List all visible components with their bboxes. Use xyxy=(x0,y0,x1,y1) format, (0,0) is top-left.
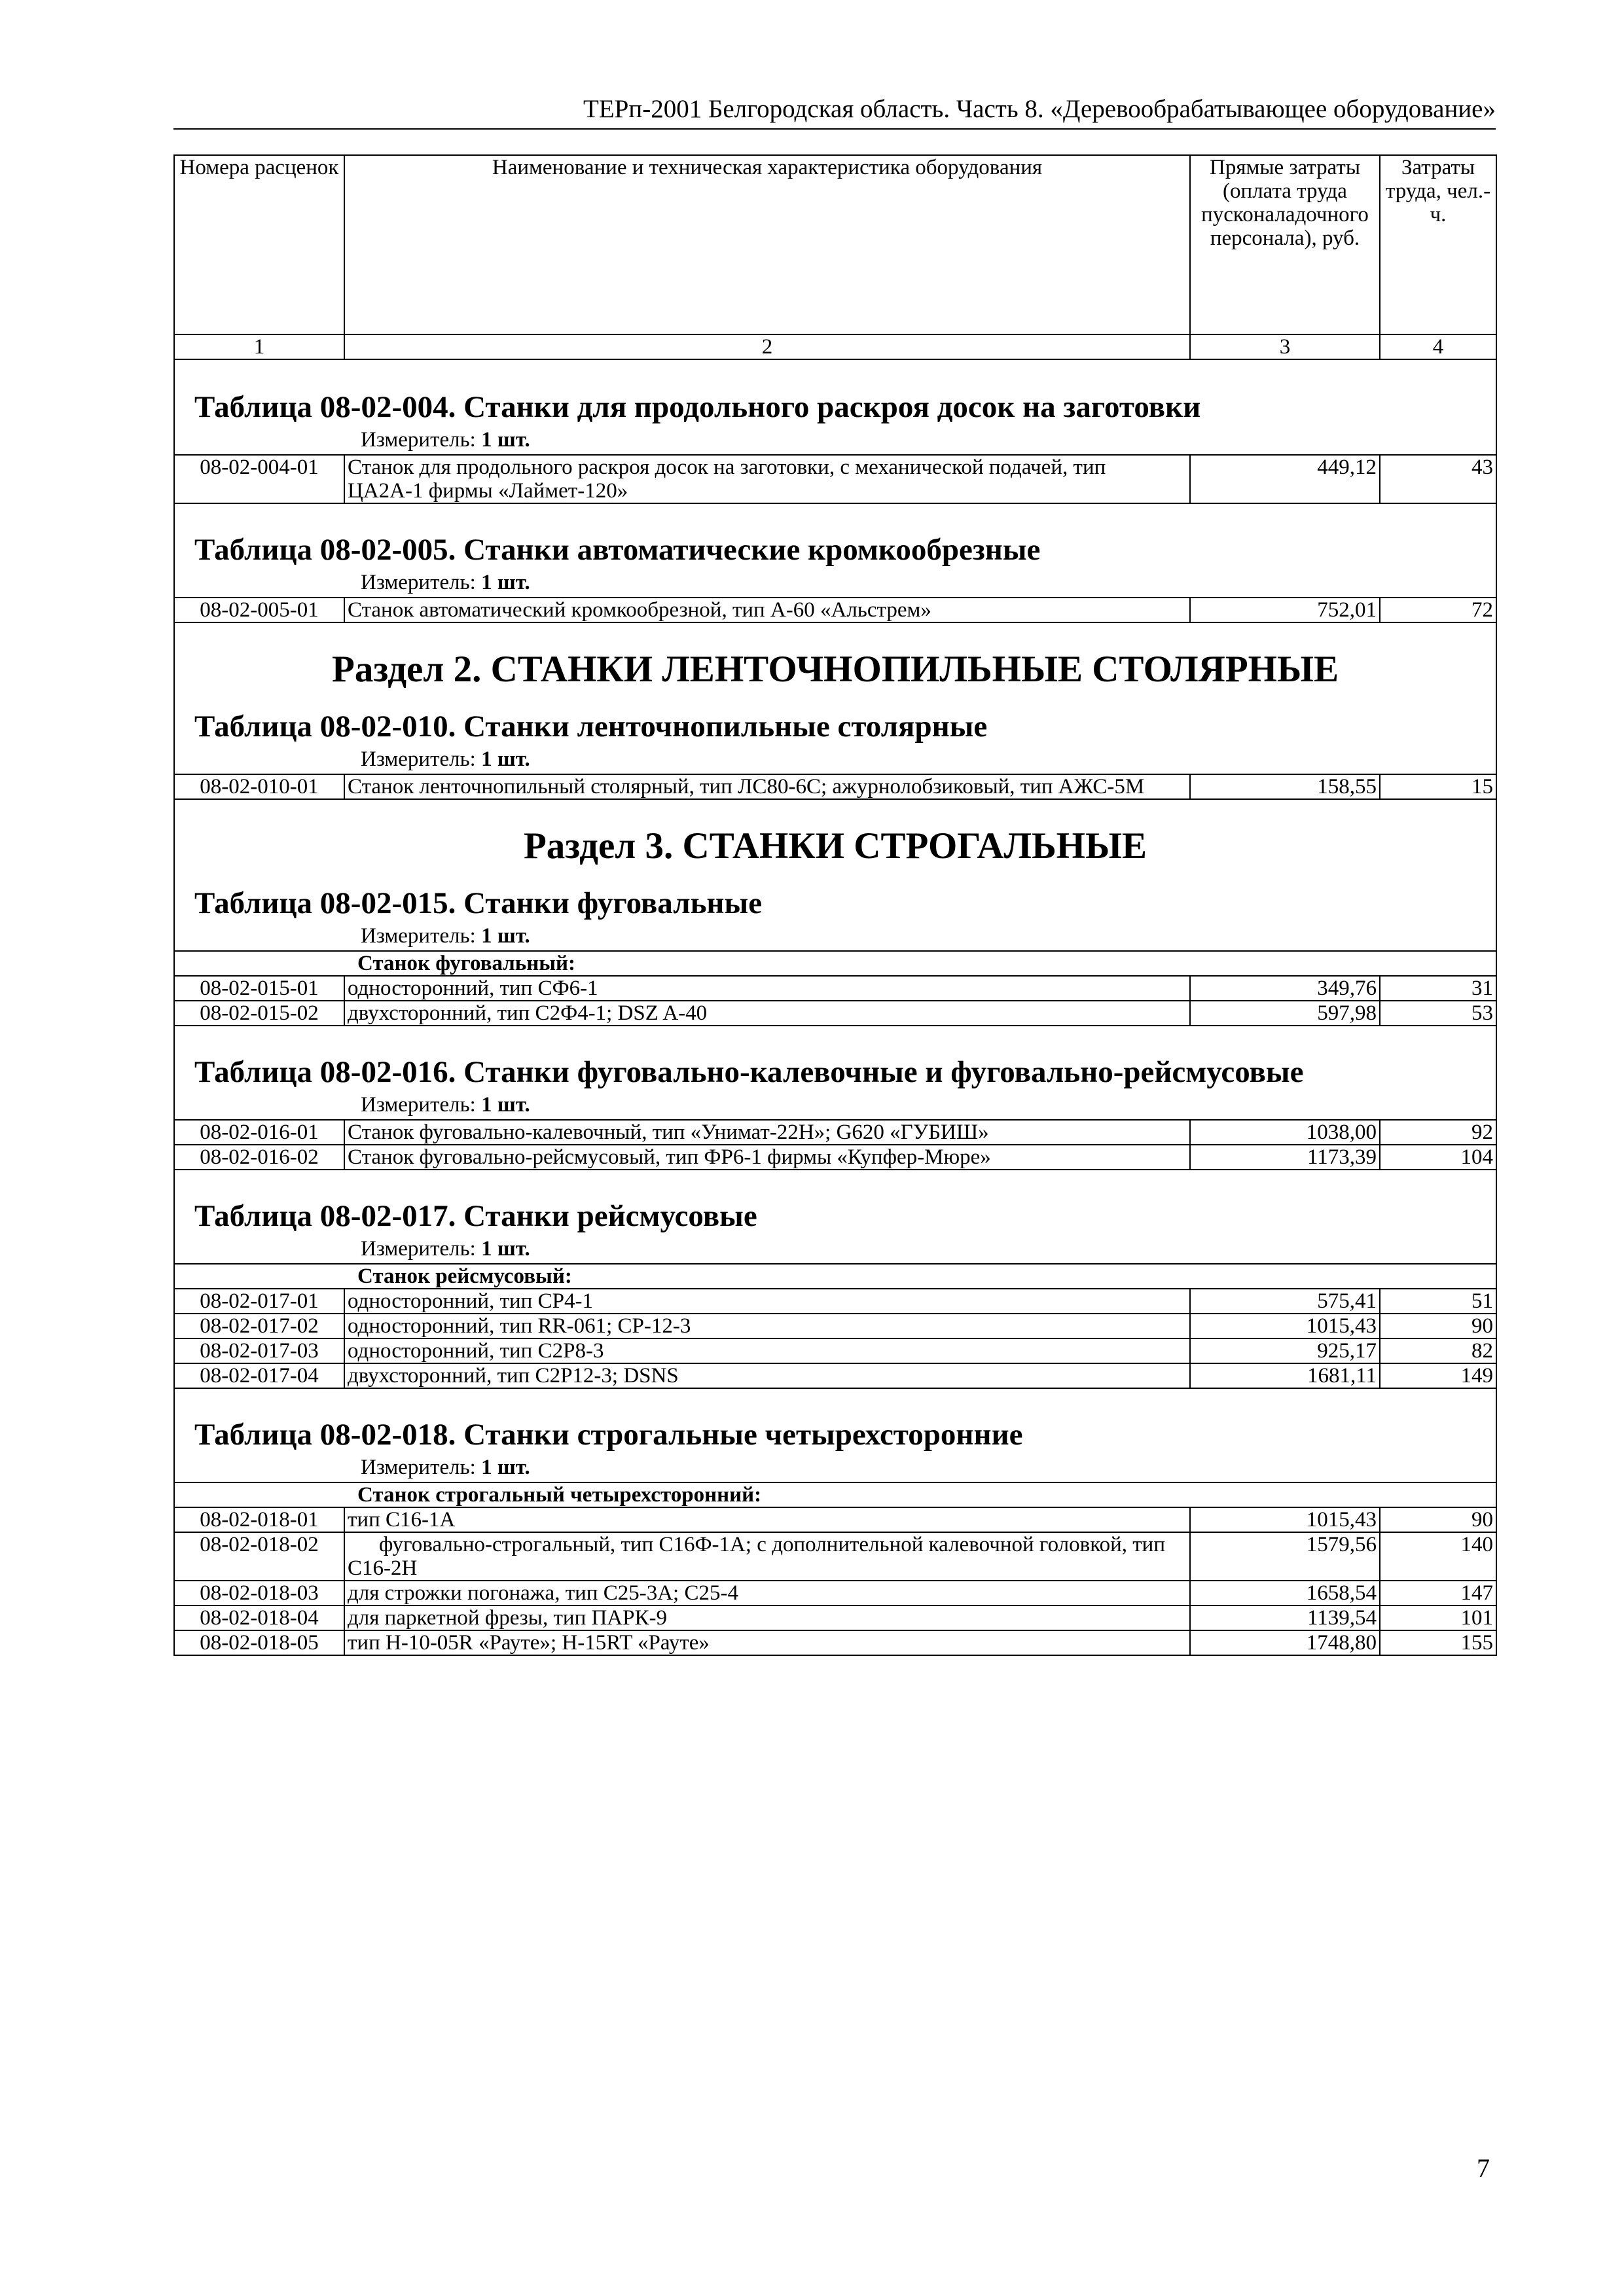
equipment-name: Станок автоматический кромкообрезной, тип А-60 «Альстрем» xyxy=(344,598,1190,622)
page-number: 7 xyxy=(1477,2153,1490,2183)
labor-hours: 104 xyxy=(1380,1145,1496,1170)
labor-hours: 53 xyxy=(1380,1001,1496,1026)
equipment-name: для паркетной фрезы, тип ПАРК-9 xyxy=(344,1605,1190,1630)
group-note: Станок строгальный четырехсторонний: xyxy=(344,1482,1496,1507)
meter-line xyxy=(177,425,1493,454)
labor-hours: 92 xyxy=(1380,1120,1496,1145)
rate-code: 08-02-010-01 xyxy=(174,774,344,799)
labor-hours: 43 xyxy=(1380,455,1496,503)
section-block xyxy=(174,359,1496,455)
table-row xyxy=(174,1605,1496,1630)
meter-unit: 1 шт. xyxy=(481,571,530,594)
equipment-name: тип С16-1А xyxy=(344,1507,1190,1532)
table-title: Таблица 08-02-010. Станки ленточнопильные столярные xyxy=(194,709,988,744)
labor-hours: 31 xyxy=(1380,976,1496,1001)
direct-cost: 1015,43 xyxy=(1190,1314,1380,1338)
section-block xyxy=(174,1388,1496,1482)
labor-hours: 72 xyxy=(1380,598,1496,622)
meter-label: Измеритель: xyxy=(361,1456,476,1479)
table-title: Таблица 08-02-015. Станки фуговальные xyxy=(194,886,763,920)
section-heading: Раздел 3. СТАНКИ СТРОГАЛЬНЫЕ xyxy=(523,825,1147,867)
header-rule xyxy=(173,128,1496,130)
meter-unit: 1 шт. xyxy=(481,1237,530,1261)
labor-hours: 90 xyxy=(1380,1314,1496,1338)
rates-table xyxy=(173,154,1497,1656)
direct-cost: 1038,00 xyxy=(1190,1120,1380,1145)
direct-cost: 449,12 xyxy=(1190,455,1380,503)
rate-code: 08-02-018-04 xyxy=(174,1605,344,1630)
labor-hours: 51 xyxy=(1380,1289,1496,1314)
table-title: Таблица 08-02-018. Станки строгальные четырехсторонние xyxy=(194,1418,1023,1452)
direct-cost: 1139,54 xyxy=(1190,1605,1380,1630)
meter-label: Измеритель: xyxy=(361,924,476,948)
meter-label: Измеритель: xyxy=(361,747,476,771)
table-row xyxy=(174,976,1496,1001)
meter-label: Измеритель: xyxy=(361,571,476,594)
column-number: 1 xyxy=(174,334,344,359)
column-header-codes: Номера расценок xyxy=(174,155,344,334)
labor-hours: 147 xyxy=(1380,1581,1496,1605)
equipment-name: односторонний, тип RR-061; CP-12-3 xyxy=(344,1314,1190,1338)
equipment-name: двухсторонний, тип С2Р12-3; DSNS xyxy=(344,1363,1190,1388)
group-note-row xyxy=(174,951,1496,976)
meter-line xyxy=(177,568,1493,597)
equipment-name: односторонний, тип СР4-1 xyxy=(344,1289,1190,1314)
meter-unit: 1 шт. xyxy=(481,1456,530,1479)
direct-cost: 1748,80 xyxy=(1190,1630,1380,1655)
group-note-row xyxy=(174,1264,1496,1289)
section-heading: Раздел 2. СТАНКИ ЛЕНТОЧНОПИЛЬНЫЕ СТОЛЯРНЫЕ xyxy=(332,649,1339,690)
column-header-cost: Прямые затраты (оплата труда пусконаладочного персонала), руб. xyxy=(1190,155,1380,334)
table-row xyxy=(174,774,1496,799)
meter-line xyxy=(177,745,1493,774)
section-block xyxy=(174,1170,1496,1264)
direct-cost: 752,01 xyxy=(1190,598,1380,622)
rate-code: 08-02-018-02 xyxy=(174,1532,344,1581)
meter-unit: 1 шт. xyxy=(481,428,530,452)
group-note-row xyxy=(174,1482,1496,1507)
column-number: 2 xyxy=(344,334,1190,359)
section-block xyxy=(174,622,1496,774)
section-block xyxy=(174,503,1496,598)
labor-hours: 101 xyxy=(1380,1605,1496,1630)
direct-cost: 1015,43 xyxy=(1190,1507,1380,1532)
column-number-row xyxy=(174,334,1496,359)
rate-code: 08-02-015-02 xyxy=(174,1001,344,1026)
rate-code: 08-02-017-02 xyxy=(174,1314,344,1338)
direct-cost: 1681,11 xyxy=(1190,1363,1380,1388)
rate-code: 08-02-017-04 xyxy=(174,1363,344,1388)
labor-hours: 90 xyxy=(1380,1507,1496,1532)
table-row xyxy=(174,1363,1496,1388)
equipment-name: Станок фуговально-калевочный, тип «Унимат-22Н»; G620 «ГУБИШ» xyxy=(344,1120,1190,1145)
rate-code: 08-02-017-03 xyxy=(174,1338,344,1363)
meter-unit: 1 шт. xyxy=(481,747,530,771)
equipment-name: фуговально-строгальный, тип С16Ф-1А; с дополнительной калевочной головкой, тип С16-2Н xyxy=(344,1532,1190,1581)
rate-code: 08-02-015-01 xyxy=(174,976,344,1001)
table-row xyxy=(174,1338,1496,1363)
equipment-name: Станок для продольного раскроя досок на заготовки, с механической подачей, тип ЦА2А-1 фирмы «Лаймет-120» xyxy=(344,455,1190,503)
direct-cost: 597,98 xyxy=(1190,1001,1380,1026)
meter-line xyxy=(177,1090,1493,1119)
rate-code: 08-02-018-03 xyxy=(174,1581,344,1605)
direct-cost: 1173,39 xyxy=(1190,1145,1380,1170)
direct-cost: 575,41 xyxy=(1190,1289,1380,1314)
group-note: Станок фуговальный: xyxy=(344,951,1496,976)
direct-cost: 925,17 xyxy=(1190,1338,1380,1363)
table-title: Таблица 08-02-005. Станки автоматические кромкообрезные xyxy=(194,533,1041,567)
table-row xyxy=(174,455,1496,503)
column-header-labor: Затраты труда, чел.-ч. xyxy=(1380,155,1496,334)
meter-unit: 1 шт. xyxy=(481,924,530,948)
labor-hours: 140 xyxy=(1380,1532,1496,1581)
rate-code: 08-02-018-01 xyxy=(174,1507,344,1532)
table-row xyxy=(174,1001,1496,1026)
direct-cost: 158,55 xyxy=(1190,774,1380,799)
labor-hours: 149 xyxy=(1380,1363,1496,1388)
meter-label: Измеритель: xyxy=(361,1237,476,1261)
labor-hours: 82 xyxy=(1380,1338,1496,1363)
direct-cost: 349,76 xyxy=(1190,976,1380,1001)
table-title: Таблица 08-02-017. Станки рейсмусовые xyxy=(194,1199,757,1233)
table-row xyxy=(174,1145,1496,1170)
table-row xyxy=(174,1581,1496,1605)
rate-code: 08-02-004-01 xyxy=(174,455,344,503)
table-row xyxy=(174,1289,1496,1314)
equipment-name: двухсторонний, тип С2Ф4-1; DSZ A-40 xyxy=(344,1001,1190,1026)
table-title: Таблица 08-02-004. Станки для продольного раскроя досок на заготовки xyxy=(194,390,1201,424)
rate-code: 08-02-017-01 xyxy=(174,1289,344,1314)
meter-unit: 1 шт. xyxy=(481,1093,530,1117)
column-header-row xyxy=(174,155,1496,334)
table-row xyxy=(174,1314,1496,1338)
direct-cost: 1658,54 xyxy=(1190,1581,1380,1605)
table-row xyxy=(174,598,1496,622)
meter-label: Измеритель: xyxy=(361,428,476,452)
labor-hours: 15 xyxy=(1380,774,1496,799)
equipment-name: односторонний, тип СФ6-1 xyxy=(344,976,1190,1001)
column-number: 3 xyxy=(1190,334,1380,359)
column-number: 4 xyxy=(1380,334,1496,359)
group-note: Станок рейсмусовый: xyxy=(344,1264,1496,1289)
equipment-name: для строжки погонажа, тип С25-3А; С25-4 xyxy=(344,1581,1190,1605)
table-row xyxy=(174,1120,1496,1145)
rate-code: 08-02-018-05 xyxy=(174,1630,344,1655)
direct-cost: 1579,56 xyxy=(1190,1532,1380,1581)
equipment-name: Станок ленточнопильный столярный, тип ЛС80-6С; ажурнолобзиковый, тип АЖС-5М xyxy=(344,774,1190,799)
meter-line xyxy=(177,1234,1493,1263)
meter-label: Измеритель: xyxy=(361,1093,476,1117)
rate-code: 08-02-005-01 xyxy=(174,598,344,622)
column-header-name: Наименование и техническая характеристика оборудования xyxy=(344,155,1190,334)
meter-line xyxy=(177,1453,1493,1482)
table-row xyxy=(174,1507,1496,1532)
table-title: Таблица 08-02-016. Станки фуговально-калевочные и фуговально-рейсмусовые xyxy=(194,1055,1304,1089)
section-block xyxy=(174,799,1496,951)
meter-line xyxy=(177,922,1493,950)
labor-hours: 155 xyxy=(1380,1630,1496,1655)
section-block xyxy=(174,1026,1496,1120)
running-header: ТЕРп-2001 Белгородская область. Часть 8. «Деревообрабатывающее оборудование» xyxy=(583,95,1496,123)
equipment-name: тип Н-10-05R «Рауте»; H-15RT «Рауте» xyxy=(344,1630,1190,1655)
equipment-name: односторонний, тип С2Р8-3 xyxy=(344,1338,1190,1363)
rate-code: 08-02-016-01 xyxy=(174,1120,344,1145)
equipment-name: Станок фуговально-рейсмусовый, тип ФР6-1 фирмы «Купфер-Мюре» xyxy=(344,1145,1190,1170)
table-row xyxy=(174,1630,1496,1655)
rate-code: 08-02-016-02 xyxy=(174,1145,344,1170)
table-row xyxy=(174,1532,1496,1581)
